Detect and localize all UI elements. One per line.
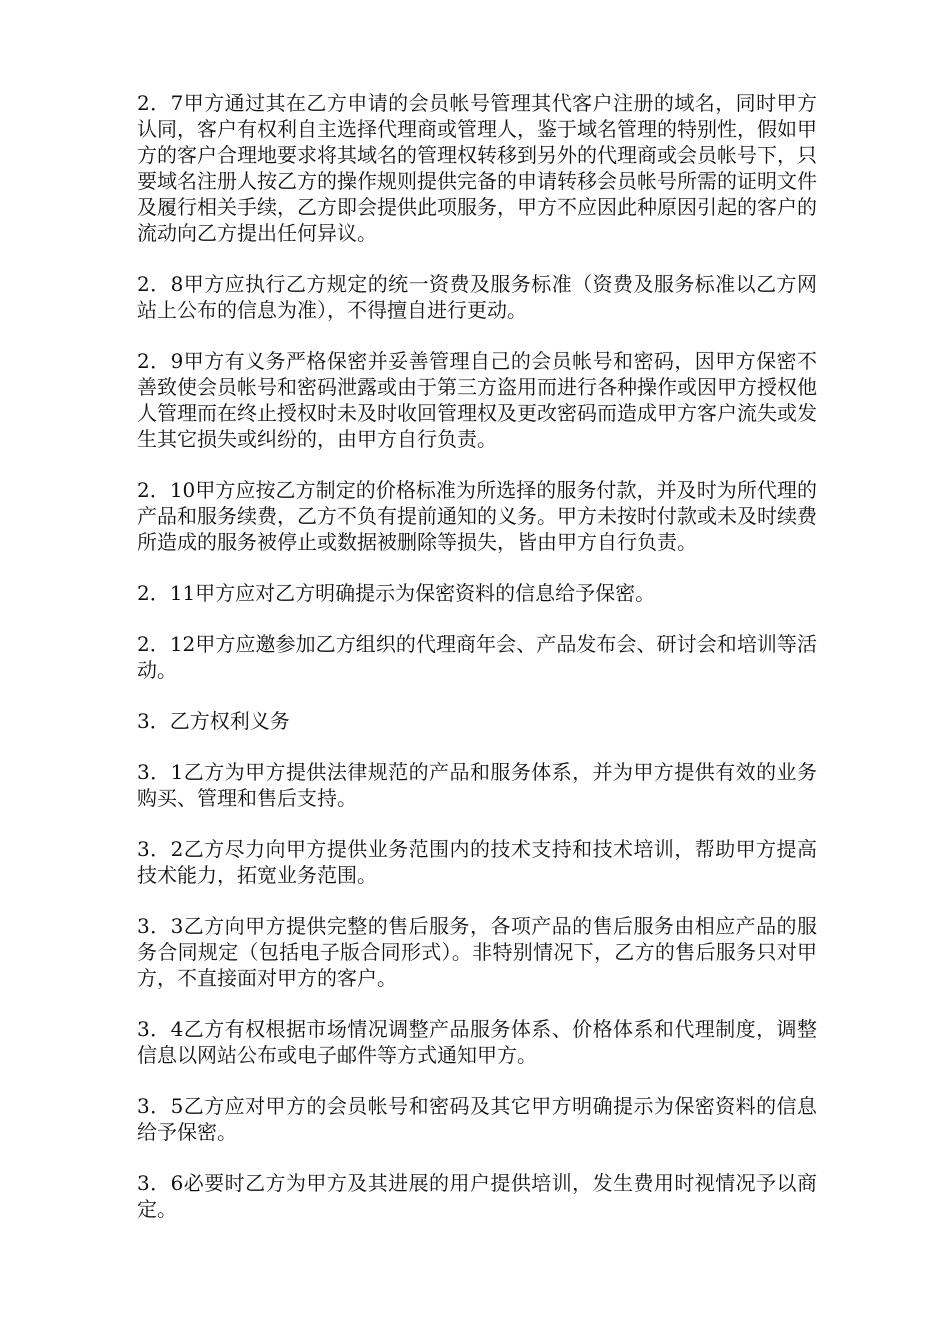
clause-3-5: 3．5乙方应对甲方的会员帐号和密码及其它甲方明确提示为保密资料的信息给予保密。 [137, 1094, 817, 1144]
document-page [137, 90, 817, 1247]
clause-3-3: 3．3乙方向甲方提供完整的售后服务，各项产品的售后服务由相应产品的服务合同规定（包括电子版合同形式）。非特别情况下，乙方的售后服务只对甲方，不直接面对甲方的客户。 [137, 914, 817, 990]
clause-2-9: 2．9甲方有义务严格保密并妥善管理自己的会员帐号和密码，因甲方保密不善致使会员帐号和密码泄露或由于第三方盗用而进行各种操作或因甲方授权他人管理而在终止授权时未及时收回管理权及更改密码而造成甲方客户流失或发生其它损失或纠纷的，由甲方自行负责。 [137, 349, 817, 451]
clause-2-10: 2．10甲方应按乙方制定的价格标准为所选择的服务付款，并及时为所代理的产品和服务续费，乙方不负有提前通知的义务。甲方未按时付款或未及时续费所造成的服务被停止或数据被删除等损失，皆由甲方自行负责。 [137, 478, 817, 554]
clause-3-4: 3．4乙方有权根据市场情况调整产品服务体系、价格体系和代理制度，调整信息以网站公布或电子邮件等方式通知甲方。 [137, 1017, 817, 1067]
clause-3-1: 3．1乙方为甲方提供法律规范的产品和服务体系，并为甲方提供有效的业务购买、管理和售后支持。 [137, 760, 817, 810]
clause-2-8: 2．8甲方应执行乙方规定的统一资费及服务标准（资费及服务标准以乙方网站上公布的信息为准），不得擅自进行更动。 [137, 272, 817, 322]
clause-3-6: 3．6必要时乙方为甲方及其进展的用户提供培训，发生费用时视情况予以商定。 [137, 1171, 817, 1221]
clause-2-7: 2．7甲方通过其在乙方申请的会员帐号管理其代客户注册的域名，同时甲方认同，客户有权利自主选择代理商或管理人，鉴于域名管理的特别性，假如甲方的客户合理地要求将其域名的管理权转移到另外的代理商或会员帐号下，只要域名注册人按乙方的操作规则提供完备的申请转移会员帐号所需的证明文件及履行相关手续，乙方即会提供此项服务，甲方不应因此种原因引起的客户的流动向乙方提出任何异议。 [137, 91, 817, 245]
clause-2-11: 2．11甲方应对乙方明确提示为保密资料的信息给予保密。 [137, 581, 656, 605]
clause-3-2: 3．2乙方尽力向甲方提供业务范围内的技术支持和技术培训，帮助甲方提高技术能力，拓宽业务范围。 [137, 837, 817, 887]
clause-2-12: 2．12甲方应邀参加乙方组织的代理商年会、产品发布会、研讨会和培训等活动。 [137, 632, 817, 682]
section-heading-3: 3．乙方权利义务 [137, 709, 290, 733]
